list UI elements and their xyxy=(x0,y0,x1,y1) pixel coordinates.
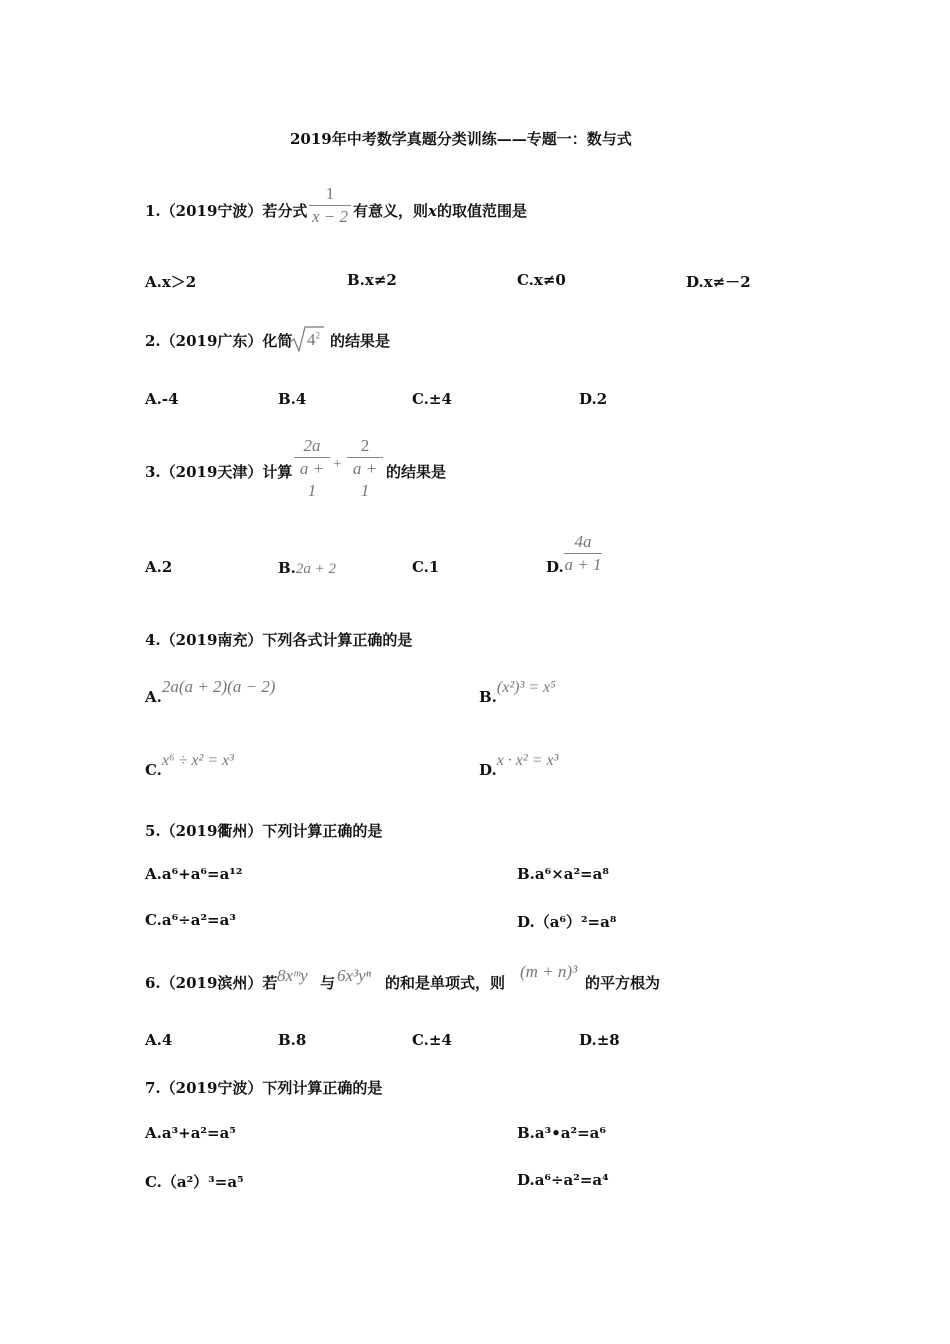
q1-frac-denominator: x − 2 xyxy=(311,207,349,226)
q6-option-b[interactable]: B.8 xyxy=(278,1031,307,1049)
q7-option-a[interactable]: A.a³+a²=a⁵ xyxy=(145,1124,236,1142)
q6-term-2: 6x³yⁿ xyxy=(337,966,372,985)
q2-radicand: $4^2$ xyxy=(307,330,320,349)
q5-option-c[interactable]: C.a⁶÷a²=a³ xyxy=(145,911,236,929)
q3-fraction-1: 2a a + 1 xyxy=(294,435,330,502)
q4-option-a[interactable]: A.2a(a + 2)(a − 2) xyxy=(145,677,276,706)
q6-expression: (m + n)³ xyxy=(520,962,578,981)
q6-term-1: 8xᵐy xyxy=(277,966,308,985)
q1-option-b[interactable]: B.x≠2 xyxy=(347,271,397,289)
q6-and: 与 xyxy=(320,974,336,992)
q6-stem-suffix: 的平方根为 xyxy=(585,974,661,992)
q3-option-d-fraction[interactable]: 4a a + 1 xyxy=(564,532,602,574)
q2-option-a[interactable]: A.-4 xyxy=(145,390,179,408)
q2-option-c[interactable]: C.±4 xyxy=(412,390,452,408)
q1-option-d[interactable]: D.x≠－2 xyxy=(686,273,751,291)
q1-stem-prefix: 1.（2019宁波）若分式 xyxy=(145,202,308,220)
q2-stem-prefix: 2.（2019广东）化简 xyxy=(145,332,293,350)
q2-option-d[interactable]: D.2 xyxy=(579,390,608,408)
q4-stem: 4.（2019南充）下列各式计算正确的是 xyxy=(145,631,413,649)
q5-option-b[interactable]: B.a⁶×a²=a⁸ xyxy=(517,865,609,883)
q4-option-c[interactable]: C.x⁶ ÷ x² = x³ xyxy=(145,752,234,779)
q7-option-c[interactable]: C.（a²）³=a⁵ xyxy=(145,1173,244,1191)
q3-option-a[interactable]: A.2 xyxy=(145,558,173,576)
q1-stem-suffix: 有意义，则x的取值范围是 xyxy=(353,202,527,220)
q1-variable: x xyxy=(428,202,437,220)
q5-option-d[interactable]: D.（a⁶）²=a⁸ xyxy=(517,913,617,931)
q3-stem-prefix: 3.（2019天津）计算 xyxy=(145,463,293,481)
q6-option-c[interactable]: C.±4 xyxy=(412,1031,452,1049)
q4-option-d[interactable]: D.x · x² = x³ xyxy=(479,752,559,779)
q5-stem: 5.（2019衢州）下列计算正确的是 xyxy=(145,822,383,840)
q3-fraction-2: 2 a + 1 xyxy=(347,435,383,502)
q3-option-b[interactable]: B.2a + 2 xyxy=(278,559,337,577)
q2-stem-suffix: 的结果是 xyxy=(330,332,391,350)
q6-option-a[interactable]: A.4 xyxy=(145,1031,173,1049)
q1-option-c[interactable]: C.x≠0 xyxy=(517,271,566,289)
q6-option-d[interactable]: D.±8 xyxy=(579,1031,620,1049)
q1-option-a[interactable]: A.x＞2 xyxy=(145,273,197,291)
q7-option-d[interactable]: D.a⁶÷a²=a⁴ xyxy=(517,1171,609,1189)
page-title: 2019年中考数学真题分类训练——专题一：数与式 xyxy=(290,130,632,148)
q7-stem: 7.（2019宁波）下列计算正确的是 xyxy=(145,1079,383,1097)
q6-stem-mid: 的和是单项式，则 xyxy=(385,974,506,992)
q2-option-b[interactable]: B.4 xyxy=(278,390,307,408)
q4-option-b[interactable]: B.(x²)³ = x⁵ xyxy=(479,679,556,706)
q7-option-b[interactable]: B.a³•a²=a⁶ xyxy=(517,1124,606,1142)
q3-option-d-label[interactable]: D. xyxy=(546,558,564,576)
q3-option-c[interactable]: C.1 xyxy=(412,558,440,576)
q6-stem-prefix: 6.（2019滨州）若 xyxy=(145,974,278,992)
q1-fraction xyxy=(309,183,351,228)
q3-plus-sign: + xyxy=(333,456,342,472)
q1-frac-numerator: 1 xyxy=(325,184,335,203)
q3-stem-suffix: 的结果是 xyxy=(386,463,447,481)
q5-option-a[interactable]: A.a⁶+a⁶=a¹² xyxy=(145,865,243,883)
